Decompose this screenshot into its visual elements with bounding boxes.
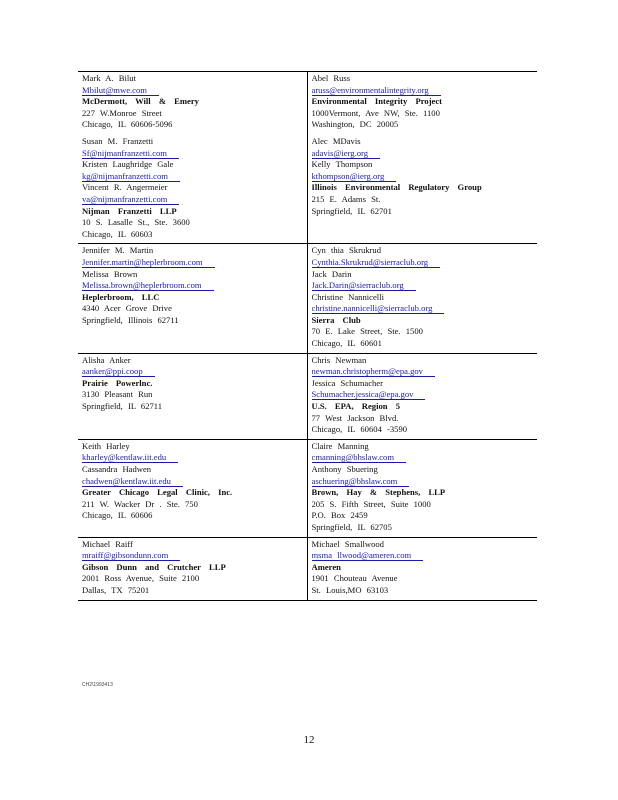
- contact-line: Melissa Brown: [82, 268, 138, 279]
- contact-line: St. Louis,MO 63103: [311, 584, 389, 595]
- email-link[interactable]: [312, 550, 534, 562]
- organization-name: U.S. EPA, Region 5: [311, 401, 401, 412]
- contact-line: 70 E. Lake Street, Ste. 1500: [311, 326, 423, 337]
- organization-name: Heplerbroom, LLC: [82, 291, 160, 302]
- email-link[interactable]: [312, 366, 534, 378]
- service-contact-cell-left: [78, 440, 308, 537]
- contact-line: 1000Vermont, Ave NW, Ste. 1100: [311, 107, 440, 118]
- email-address[interactable]: aanker@ppi.coop: [82, 366, 155, 377]
- contact-line: Springfield, Illinois 62711: [82, 314, 179, 325]
- contact-line: Kelly Thompson: [311, 159, 373, 170]
- contact-line: Springfield, IL 62711: [82, 401, 163, 412]
- email-address[interactable]: cmanning@bhslaw.com: [312, 452, 407, 463]
- email-link[interactable]: [82, 366, 303, 378]
- contact-line: 3130 Pleasant Run: [82, 389, 153, 400]
- email-link[interactable]: [312, 280, 534, 292]
- organization-name: Ameren: [311, 561, 341, 572]
- contact-line: Michael Raiff: [82, 538, 133, 549]
- contact-line: Christine Nannicelli: [311, 291, 384, 302]
- contact-line: Vincent R. Angermeier: [82, 182, 168, 193]
- email-address[interactable]: Schumacher.jessica@epa.gov: [312, 389, 426, 400]
- email-link[interactable]: [312, 452, 534, 464]
- organization-name: Greater Chicago Legal Clinic, Inc.: [82, 487, 233, 498]
- email-link[interactable]: [82, 280, 303, 292]
- organization-name: Illinois Environmental Regulatory Group: [311, 182, 482, 193]
- contact-line: Washington, DC 20005: [311, 119, 399, 130]
- contact-line: Jack Darin: [311, 268, 352, 279]
- contact-line: Chicago, IL 60606: [82, 510, 153, 521]
- organization-name: Sierra Club: [311, 314, 361, 325]
- email-link[interactable]: [312, 476, 534, 488]
- email-address[interactable]: Sf@nijmanfranzetti.com: [82, 148, 179, 159]
- contact-name: Susan M. Franzetti: [82, 135, 154, 146]
- email-address[interactable]: Cynthia.Skrukrud@sierraclub.org: [312, 257, 441, 268]
- contact-line: Keith Harley: [82, 440, 130, 451]
- email-address[interactable]: aruss@environmentalintegrity.org: [312, 85, 441, 96]
- contact-line: Chicago, IL 60606-5096: [82, 119, 173, 130]
- contact-line: Kristen Laughridge Gale: [82, 159, 174, 170]
- email-address[interactable]: va@nijmanfranzetti.com: [82, 194, 179, 205]
- email-link[interactable]: [82, 550, 303, 562]
- service-contact-cell-left: [78, 244, 308, 352]
- email-address[interactable]: kthompson@ierg.org: [312, 171, 397, 182]
- contact-line: Springfield, IL 62705: [311, 521, 392, 532]
- service-contact-cell-right: [308, 244, 538, 352]
- contact-line: 4340 Acer Grove Drive: [82, 303, 172, 314]
- contact-line: Mark A. Bilut: [82, 73, 136, 83]
- email-link[interactable]: [312, 389, 534, 401]
- email-address[interactable]: Jack.Darin@sierraclub.org: [312, 280, 416, 291]
- contact-line: 211 W. Wacker Dr . Ste. 750: [82, 498, 198, 509]
- email-link[interactable]: [312, 257, 534, 269]
- service-list-row: [78, 440, 537, 538]
- document-id: CH2\1993413: [82, 682, 113, 688]
- contact-line: 227 W.Monroe Street: [82, 107, 162, 118]
- contact-line: Claire Manning: [311, 440, 369, 451]
- contact-line: P.O. Box 2459: [311, 510, 368, 521]
- contact-line: Abel Russ: [311, 73, 351, 83]
- contact-line: Michael Smallwood: [311, 538, 384, 549]
- contact-line: Chicago, IL 60604 -3590: [311, 424, 408, 435]
- contact-line: 215 E. Adams St.: [311, 193, 381, 204]
- email-link[interactable]: [82, 257, 303, 269]
- service-contact-cell-right: [308, 354, 538, 439]
- service-list-row: [78, 72, 537, 244]
- email-link[interactable]: [82, 171, 303, 183]
- organization-name: McDermott, Will & Emery: [82, 96, 199, 107]
- email-link[interactable]: [82, 476, 303, 488]
- email-address[interactable]: Melissa.brown@heplerbroom.com: [82, 280, 214, 291]
- contact-name: Alec MDavis: [311, 135, 361, 146]
- service-list-row: [78, 538, 537, 601]
- email-address[interactable]: newman.christopherm@epa.gov: [312, 366, 435, 377]
- email-address[interactable]: chadwen@kentlaw.iit.edu: [82, 476, 183, 487]
- contact-line: 205 S. Fifth Street, Suite 1000: [311, 498, 431, 509]
- contact-line: Chicago, IL 60601: [311, 338, 382, 349]
- email-link[interactable]: [82, 148, 303, 160]
- contact-line: Jessica Schumacher: [311, 377, 383, 388]
- contact-line: Cassandra Hadwen: [82, 464, 152, 474]
- contact-line: Dallas, TX 75201: [82, 584, 150, 595]
- contact-line: Jennifer M. Martin: [82, 245, 154, 256]
- email-address[interactable]: christine.nannicelli@sierraclub.org: [312, 303, 445, 314]
- contact-line: Springfield, IL 62701: [311, 205, 392, 216]
- organization-name: Prairie Powerlnc.: [82, 377, 153, 388]
- service-contact-cell-right: [308, 440, 538, 537]
- contact-line: 77 West Jackson Blvd.: [311, 412, 399, 423]
- email-link[interactable]: [82, 194, 303, 206]
- organization-name: Environmental Integrity Project: [311, 96, 443, 107]
- email-link[interactable]: [312, 171, 534, 183]
- email-address[interactable]: kharley@kentlaw.iit.edu: [82, 452, 178, 463]
- contact-line: Anthony Sbuering: [311, 464, 378, 474]
- service-contact-cell-right: [308, 538, 538, 600]
- contact-line: Chris Newman: [311, 354, 367, 365]
- service-list-row: [78, 354, 537, 440]
- page-number: 12: [303, 734, 315, 746]
- contact-line: 2001 Ross Avenue, Suite 2100: [82, 573, 200, 584]
- contact-line: Alisha Anker: [82, 354, 131, 365]
- email-address[interactable]: msma llwood@ameren.com: [312, 550, 424, 561]
- email-link[interactable]: [312, 303, 534, 315]
- email-address[interactable]: kg@nijmanfranzetti.com: [82, 171, 180, 182]
- email-address[interactable]: Mbilut@mwe.com: [82, 85, 159, 96]
- email-link[interactable]: [82, 85, 303, 97]
- organization-name: Gibson Dunn and Crutcher LLP: [82, 561, 226, 572]
- contact-line: 10 S. Lasalle St., Ste. 3600: [82, 217, 190, 228]
- email-link[interactable]: [312, 85, 534, 97]
- email-address[interactable]: mraiff@gibsondunn.com: [82, 550, 180, 561]
- service-contact-cell-left: [78, 354, 308, 439]
- contact-line: 1901 Chouteau Avenue: [311, 573, 398, 584]
- email-address[interactable]: aschuering@bhslaw.com: [312, 476, 410, 487]
- organization-name: Brown, Hay & Stephens, LLP: [311, 487, 446, 498]
- email-link[interactable]: [312, 148, 534, 160]
- service-contact-cell-left: [78, 538, 308, 600]
- email-address[interactable]: adavis@ierg.org: [312, 148, 381, 159]
- service-contact-cell-right: [308, 72, 538, 243]
- organization-name: Nijman Franzetti LLP: [82, 205, 177, 216]
- contact-line: Chicago, IL 60603: [82, 228, 153, 239]
- service-list-row: [78, 244, 537, 353]
- email-link[interactable]: [82, 452, 303, 464]
- service-list-table: [78, 71, 537, 601]
- service-contact-cell-left: [78, 72, 308, 243]
- email-address[interactable]: Jennifer.martin@heplerbroom.com: [82, 257, 215, 268]
- contact-line: Cyn thia Skrukrud: [311, 245, 381, 256]
